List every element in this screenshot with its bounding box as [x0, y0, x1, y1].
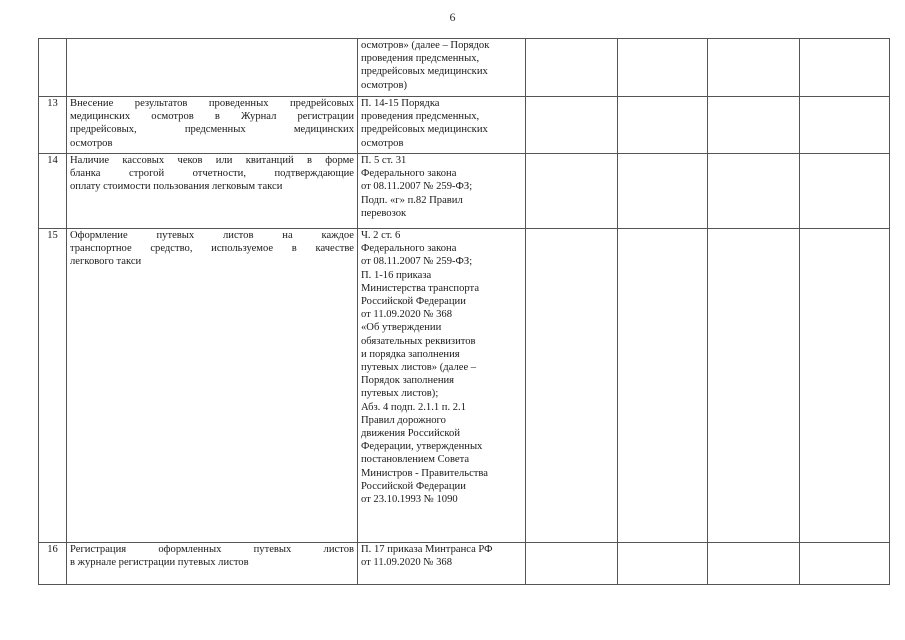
reference-line: П. 17 приказа Минтранса РФ	[361, 544, 493, 555]
reference-line: предрейсовых медицинских	[361, 66, 488, 78]
reference-line: «Об утверждении	[361, 322, 442, 334]
empty-cell	[526, 154, 618, 229]
reference-line: перевозок	[361, 207, 407, 219]
empty-cell	[526, 97, 618, 154]
requirement-line: Оформление путевых листов на каждое	[70, 230, 354, 241]
empty-cell	[708, 229, 800, 543]
reference-cell	[358, 543, 526, 585]
requirement-cell	[67, 154, 358, 229]
empty-cell	[800, 39, 890, 97]
reference-line: Порядок заполнения	[361, 375, 455, 387]
reference-line: путевых листов» (далее –	[361, 362, 477, 374]
requirement-line: предрейсовых, предсменных медицинских	[70, 124, 354, 136]
row-number	[39, 39, 67, 97]
reference-cell	[358, 39, 526, 97]
requirement-line: транспортное средство, используемое в качестве	[70, 243, 354, 255]
reference-line: Российской Федерации	[361, 296, 466, 308]
reference-line: от 08.11.2007 № 259-ФЗ;	[361, 181, 473, 193]
reference-line: Федерального закона	[361, 168, 457, 180]
requirement-cell	[67, 229, 358, 543]
requirements-table	[38, 38, 890, 585]
empty-cell	[618, 39, 708, 97]
page-number: 6	[449, 10, 456, 24]
reference-line: осмотров)	[361, 79, 408, 91]
empty-cell	[708, 97, 800, 154]
reference-line: от 08.11.2007 № 259-ФЗ;	[361, 256, 473, 268]
empty-cell	[618, 229, 708, 543]
empty-cell	[708, 39, 800, 97]
empty-cell	[708, 154, 800, 229]
row-number: 13	[39, 97, 67, 154]
reference-line: Министров - Правительства	[361, 467, 488, 479]
reference-line: осмотров	[361, 137, 404, 149]
table-row	[39, 154, 890, 229]
empty-cell	[708, 543, 800, 585]
reference-line: предрейсовых медицинских	[361, 124, 488, 136]
requirement-cell	[67, 97, 358, 154]
empty-cell	[526, 229, 618, 543]
reference-line: П. 1-16 приказа	[361, 269, 432, 281]
reference-line: от 11.09.2020 № 368	[361, 557, 453, 569]
empty-cell	[618, 97, 708, 154]
requirement-line: Внесение результатов проведенных предрейсовых	[70, 98, 354, 109]
requirement-line: бланка строгой отчетности, подтверждающие	[70, 168, 354, 180]
row-number: 14	[39, 154, 67, 229]
reference-line: Федерального закона	[361, 243, 457, 255]
reference-line: осмотров» (далее – Порядок	[361, 40, 490, 51]
reference-line: Министерства транспорта	[361, 282, 480, 294]
reference-line: обязательных реквизитов	[361, 335, 476, 347]
reference-line: Российской Федерации	[361, 480, 466, 492]
reference-line: движения Российской	[361, 428, 461, 440]
table-row	[39, 229, 890, 543]
reference-cell	[358, 229, 526, 543]
empty-cell	[800, 543, 890, 585]
empty-cell	[800, 154, 890, 229]
requirement-line: легкового такси	[70, 256, 142, 268]
row-number: 16	[39, 543, 67, 585]
reference-line: Ч. 2 ст. 6	[361, 230, 401, 241]
requirement-line: осмотров	[70, 137, 113, 149]
requirement-line: Наличие кассовых чеков или квитанций в форме	[70, 155, 354, 166]
reference-line: П. 14-15 Порядка	[361, 98, 440, 109]
reference-line: Правил дорожного	[361, 414, 446, 426]
reference-line: и порядка заполнения	[361, 348, 460, 360]
reference-line: от 11.09.2020 № 368	[361, 309, 453, 321]
reference-line: Абз. 4 подп. 2.1.1 п. 2.1	[361, 401, 466, 413]
requirement-line: Регистрация оформленных путевых листов	[70, 544, 354, 555]
empty-cell	[618, 543, 708, 585]
reference-line: П. 5 ст. 31	[361, 155, 407, 166]
reference-line: проведения предсменных,	[361, 53, 480, 65]
empty-cell	[526, 39, 618, 97]
reference-line: путевых листов);	[361, 388, 439, 400]
requirement-line: оплату стоимости пользования легковым такси	[70, 181, 283, 193]
row-number: 15	[39, 229, 67, 543]
requirement-line: в журнале регистрации путевых листов	[70, 557, 249, 569]
reference-cell	[358, 154, 526, 229]
reference-line: от 23.10.1993 № 1090	[361, 494, 458, 506]
empty-cell	[526, 543, 618, 585]
table-row	[39, 97, 890, 154]
table-body	[39, 39, 890, 585]
empty-cell	[800, 229, 890, 543]
empty-cell	[618, 154, 708, 229]
requirement-line: медицинских осмотров в Журнал регистрации	[70, 111, 354, 123]
table-row	[39, 543, 890, 585]
reference-cell	[358, 97, 526, 154]
requirement-cell	[67, 39, 358, 97]
table-row	[39, 39, 890, 97]
empty-cell	[800, 97, 890, 154]
reference-line: Подп. «г» п.82 Правил	[361, 194, 463, 206]
reference-line: проведения предсменных,	[361, 111, 480, 123]
requirement-cell	[67, 543, 358, 585]
reference-line: постановлением Совета	[361, 454, 470, 466]
reference-line: Федерации, утвержденных	[361, 441, 483, 453]
